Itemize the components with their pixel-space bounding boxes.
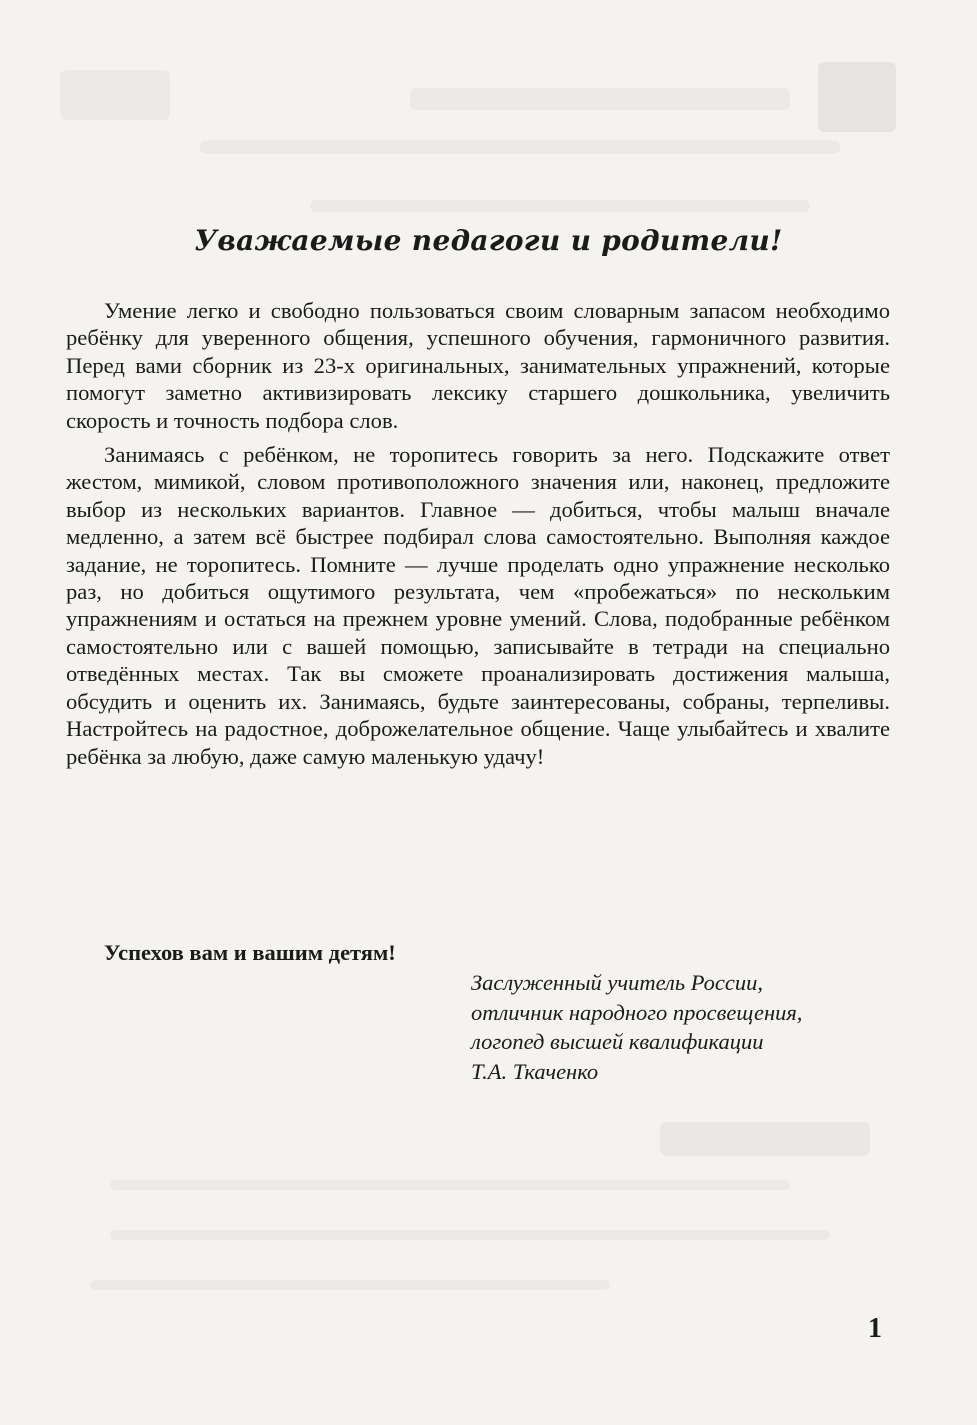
bleed-through-mark bbox=[90, 1280, 610, 1290]
bleed-through-mark bbox=[410, 88, 790, 110]
bleed-through-mark bbox=[818, 62, 896, 132]
bleed-through-mark bbox=[110, 1230, 830, 1240]
bleed-through-mark bbox=[310, 200, 810, 212]
page-number: 1 bbox=[868, 1313, 882, 1344]
bleed-through-mark bbox=[200, 140, 840, 154]
page-title: Уважаемые педагоги и родители! bbox=[194, 224, 783, 257]
bleed-through-mark bbox=[660, 1122, 870, 1156]
paragraph: Умение легко и свободно пользоваться своим словарным запасом необходимо ребёнку для уверенного общения, успешного обучения, гармоничного развития. Перед вами сборник из 23-х оригинальных, занимательных упражнений, которые помогут заметно активизировать лексику старшего дошкольника, увеличить скорость и точность подбора слов. bbox=[66, 298, 890, 433]
paragraph: Занимаясь с ребёнком, не торопитесь говорить за него. Подскажите ответ жестом, мимикой, словом противоположного значения или, наконец, предложите выбор из нескольких вариантов. Главное — добиться, чтобы малыш вначале медленно, а затем всё быстрее подбирал слова самостоятельно. Выполняя каждое задание, не торопитесь. Помните — лучше проделать одно упражнение несколько раз, но добиться ощутимого результата, чем «пробежаться» по нескольким упражнениям и остаться на прежнем уровне умений. Слова, подобранные ребёнком самостоятельно или с вашей помощью, записывайте в тетради на специально отведённых местах. Так вы сможете проанализировать достижения малыша, обсудить и оценить их. Занимаясь, будьте заинтересованы, собраны, терпеливы. Настройтесь на радостное, доброжелательное общение. Чаще улыбайтесь и хвалите ребёнка за любую, даже самую маленькую удачу! bbox=[66, 442, 890, 769]
bleed-through-mark bbox=[60, 70, 170, 120]
signature-author: Т.А. Ткаченко bbox=[471, 1058, 599, 1084]
signature-line: логопед высшей квалификации bbox=[471, 1029, 764, 1055]
closing-wish: Успехов вам и вашим детям! bbox=[104, 940, 396, 965]
signature-line: Заслуженный учитель России, bbox=[471, 970, 763, 995]
bleed-through-mark bbox=[110, 1180, 790, 1190]
body-text bbox=[66, 297, 890, 777]
signature-line: отличник народного просвещения, bbox=[471, 999, 803, 1025]
signature-block bbox=[471, 968, 911, 1086]
